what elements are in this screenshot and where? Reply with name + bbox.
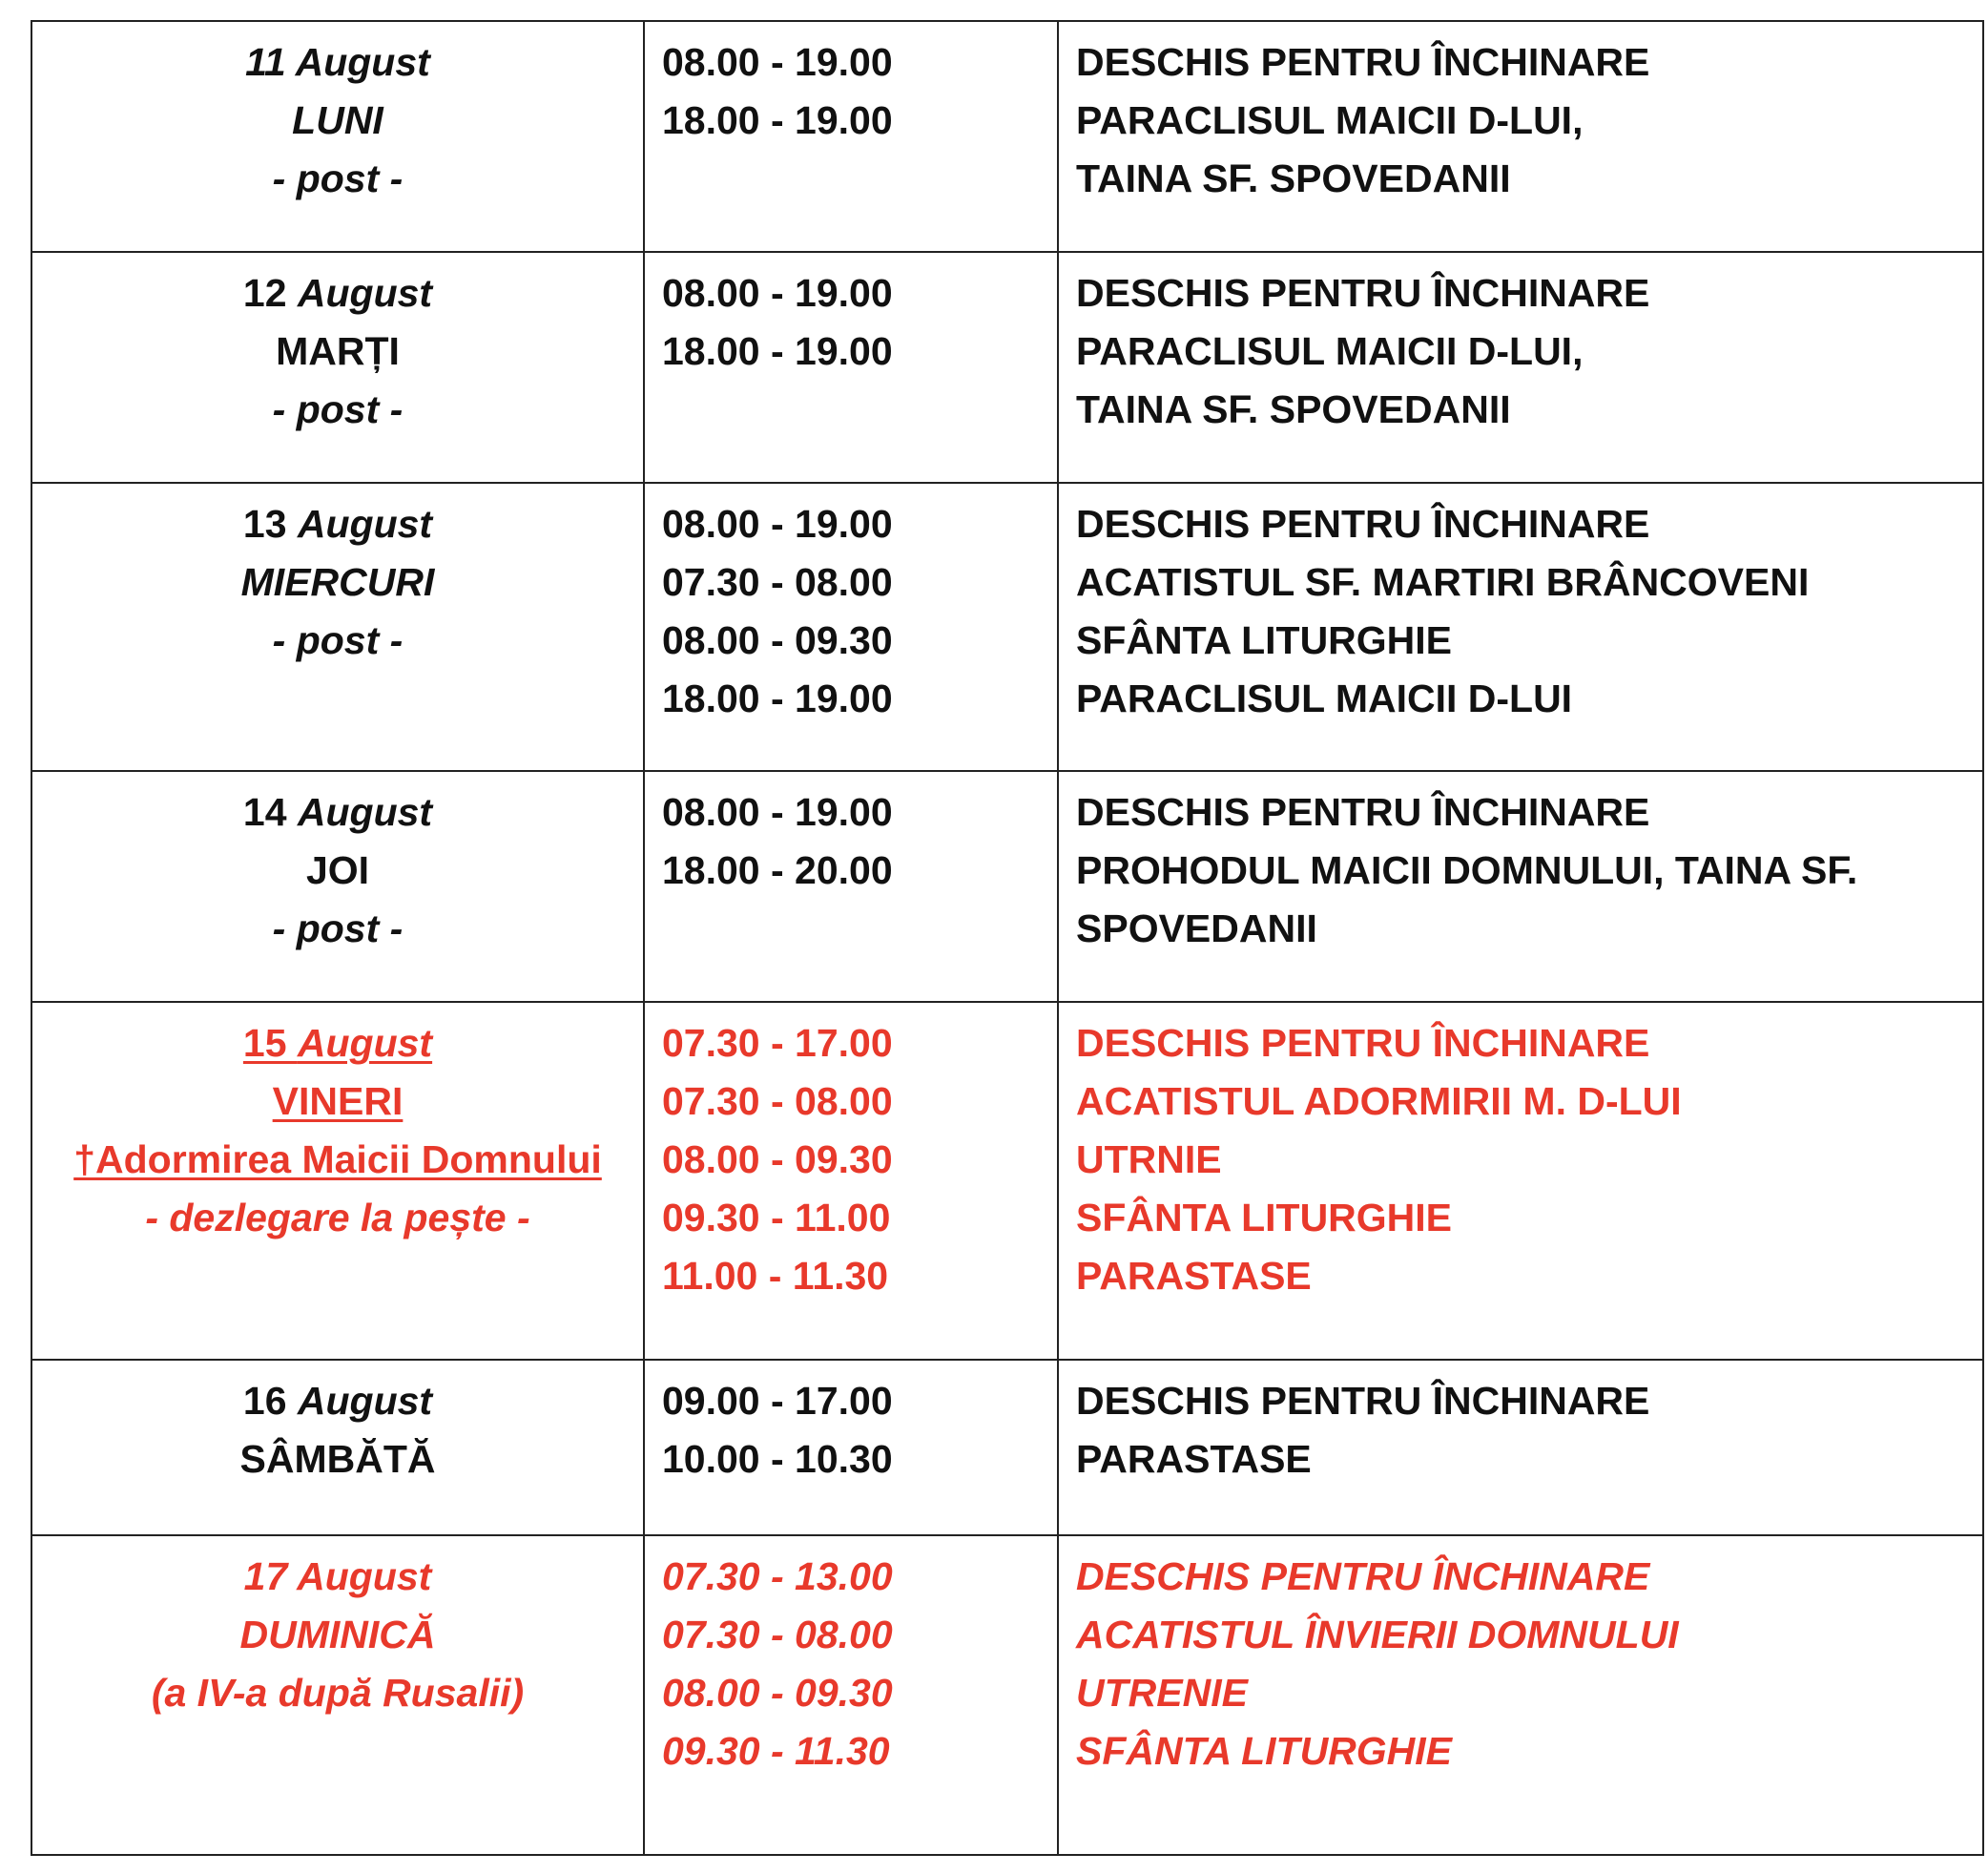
time-range: 07.30 - 17.00 bbox=[662, 1021, 893, 1065]
day-text: 11 August bbox=[245, 40, 430, 84]
day-line bbox=[32, 92, 643, 150]
event-name: TAINA SF. SPOVEDANII bbox=[1076, 387, 1511, 431]
event-name: DESCHIS PENTRU ÎNCHINARE bbox=[1076, 1379, 1650, 1423]
time-cell bbox=[644, 771, 1058, 1002]
event-name: SPOVEDANII bbox=[1076, 906, 1317, 950]
time-range: 07.30 - 08.00 bbox=[662, 1613, 893, 1656]
schedule-row bbox=[31, 21, 1983, 252]
time-range: 07.30 - 13.00 bbox=[662, 1554, 893, 1598]
day-text: - post - bbox=[272, 387, 404, 431]
event-name: PARACLISUL MAICII D-LUI, bbox=[1076, 329, 1584, 373]
day-line bbox=[32, 1131, 643, 1189]
time-range: 09.30 - 11.00 bbox=[662, 1196, 891, 1239]
day-text: - dezlegare la pește - bbox=[145, 1196, 530, 1239]
day-text: - post - bbox=[272, 618, 404, 662]
day-text: 14 bbox=[242, 790, 298, 834]
event-name: ACATISTUL SF. MARTIRI BRÂNCOVENI bbox=[1076, 560, 1810, 604]
time-range: 11.00 - 11.30 bbox=[662, 1254, 889, 1298]
event-name: UTRENIE bbox=[1076, 1671, 1248, 1715]
event-cell bbox=[1058, 1535, 1983, 1855]
event-name: PARASTASE bbox=[1076, 1437, 1312, 1481]
day-line bbox=[32, 1430, 643, 1489]
day-text: - post - bbox=[272, 906, 404, 950]
day-text: MIERCURI bbox=[240, 560, 435, 604]
event-name: DESCHIS PENTRU ÎNCHINARE bbox=[1076, 271, 1650, 315]
event-cell bbox=[1058, 1360, 1983, 1535]
event-cell bbox=[1058, 483, 1983, 771]
event-name: DESCHIS PENTRU ÎNCHINARE bbox=[1076, 40, 1650, 84]
day-line bbox=[32, 1072, 643, 1131]
day-line bbox=[32, 495, 643, 553]
day-line bbox=[32, 1189, 643, 1247]
time-range: 18.00 - 19.00 bbox=[662, 98, 893, 142]
event-name: SFÂNTA LITURGHIE bbox=[1076, 618, 1453, 662]
day-cell bbox=[31, 1535, 644, 1855]
day-line bbox=[32, 323, 643, 381]
schedule-row bbox=[31, 771, 1983, 1002]
event-name: PARACLISUL MAICII D-LUI bbox=[1076, 677, 1573, 720]
day-cell bbox=[31, 771, 644, 1002]
schedule-row bbox=[31, 1002, 1983, 1360]
day-text: (a IV-a după Rusalii) bbox=[151, 1671, 525, 1715]
time-cell bbox=[644, 1360, 1058, 1535]
event-name: DESCHIS PENTRU ÎNCHINARE bbox=[1076, 1554, 1650, 1598]
day-cell bbox=[31, 1002, 644, 1360]
event-name: TAINA SF. SPOVEDANII bbox=[1076, 156, 1511, 200]
event-cell bbox=[1058, 1002, 1983, 1360]
day-cell bbox=[31, 252, 644, 483]
day-line bbox=[32, 381, 643, 439]
time-range: 08.00 - 09.30 bbox=[662, 1671, 893, 1715]
day-text: August bbox=[297, 790, 433, 834]
time-range: 07.30 - 08.00 bbox=[662, 1079, 893, 1123]
time-range: 08.00 - 19.00 bbox=[662, 271, 893, 315]
event-cell bbox=[1058, 771, 1983, 1002]
event-name: SFÂNTA LITURGHIE bbox=[1076, 1729, 1453, 1773]
day-text: August bbox=[297, 1379, 433, 1423]
day-line bbox=[32, 900, 643, 958]
time-range: 08.00 - 09.30 bbox=[662, 618, 893, 662]
day-text: August bbox=[297, 1021, 433, 1065]
day-text: 17 August bbox=[243, 1554, 432, 1598]
day-text: MARȚI bbox=[276, 329, 400, 373]
day-text: - post - bbox=[272, 156, 404, 200]
day-text: August bbox=[297, 271, 433, 315]
time-range: 08.00 - 19.00 bbox=[662, 40, 893, 84]
time-cell bbox=[644, 1002, 1058, 1360]
day-line bbox=[32, 33, 643, 92]
day-line bbox=[32, 612, 643, 670]
time-cell bbox=[644, 252, 1058, 483]
day-text: 12 bbox=[242, 271, 298, 315]
day-line bbox=[32, 1548, 643, 1606]
day-text: DUMINICĂ bbox=[239, 1613, 436, 1656]
event-name: PARASTASE bbox=[1076, 1254, 1312, 1298]
time-range: 10.00 - 10.30 bbox=[662, 1437, 893, 1481]
day-text: August bbox=[297, 502, 433, 546]
day-text: 16 bbox=[242, 1379, 298, 1423]
time-range: 08.00 - 19.00 bbox=[662, 502, 893, 546]
day-cell bbox=[31, 21, 644, 252]
day-line bbox=[32, 150, 643, 208]
event-name: PARACLISUL MAICII D-LUI, bbox=[1076, 98, 1584, 142]
day-text: SÂMBĂTĂ bbox=[239, 1437, 436, 1481]
day-cell bbox=[31, 483, 644, 771]
schedule-row bbox=[31, 483, 1983, 771]
day-cell bbox=[31, 1360, 644, 1535]
day-line bbox=[32, 1606, 643, 1664]
event-name: SFÂNTA LITURGHIE bbox=[1076, 1196, 1453, 1239]
event-name: ACATISTUL ÎNVIERII DOMNULUI bbox=[1076, 1613, 1679, 1656]
day-line bbox=[32, 1014, 643, 1072]
time-range: 08.00 - 19.00 bbox=[662, 790, 893, 834]
event-name: ACATISTUL ADORMIRII M. D-LUI bbox=[1076, 1079, 1682, 1123]
day-text: JOI bbox=[305, 848, 370, 892]
schedule-body bbox=[31, 21, 1983, 1855]
time-range: 07.30 - 08.00 bbox=[662, 560, 893, 604]
day-text: 15 bbox=[242, 1021, 298, 1065]
time-cell bbox=[644, 21, 1058, 252]
day-text: LUNI bbox=[292, 98, 383, 142]
event-name: PROHODUL MAICII DOMNULUI, TAINA SF. bbox=[1076, 848, 1858, 892]
schedule-row bbox=[31, 252, 1983, 483]
event-name: DESCHIS PENTRU ÎNCHINARE bbox=[1076, 790, 1650, 834]
time-range: 18.00 - 19.00 bbox=[662, 677, 893, 720]
time-range: 08.00 - 09.30 bbox=[662, 1137, 893, 1181]
schedule-row bbox=[31, 1535, 1983, 1855]
day-line bbox=[32, 842, 643, 900]
day-text: 13 bbox=[242, 502, 298, 546]
day-text: VINERI bbox=[272, 1079, 404, 1123]
day-line bbox=[32, 783, 643, 842]
day-line bbox=[32, 553, 643, 612]
time-cell bbox=[644, 1535, 1058, 1855]
time-range: 18.00 - 20.00 bbox=[662, 848, 893, 892]
time-range: 09.30 - 11.30 bbox=[662, 1729, 890, 1773]
event-cell bbox=[1058, 252, 1983, 483]
event-name: DESCHIS PENTRU ÎNCHINARE bbox=[1076, 502, 1650, 546]
event-cell bbox=[1058, 21, 1983, 252]
time-range: 09.00 - 17.00 bbox=[662, 1379, 893, 1423]
schedule-table bbox=[31, 20, 1984, 1856]
day-line bbox=[32, 1372, 643, 1430]
day-line bbox=[32, 1664, 643, 1722]
event-name: UTRNIE bbox=[1076, 1137, 1222, 1181]
schedule-row bbox=[31, 1360, 1983, 1535]
day-text: †Adormirea Maicii Domnului bbox=[73, 1137, 602, 1181]
event-name: DESCHIS PENTRU ÎNCHINARE bbox=[1076, 1021, 1650, 1065]
time-range: 18.00 - 19.00 bbox=[662, 329, 893, 373]
time-cell bbox=[644, 483, 1058, 771]
day-line bbox=[32, 264, 643, 323]
